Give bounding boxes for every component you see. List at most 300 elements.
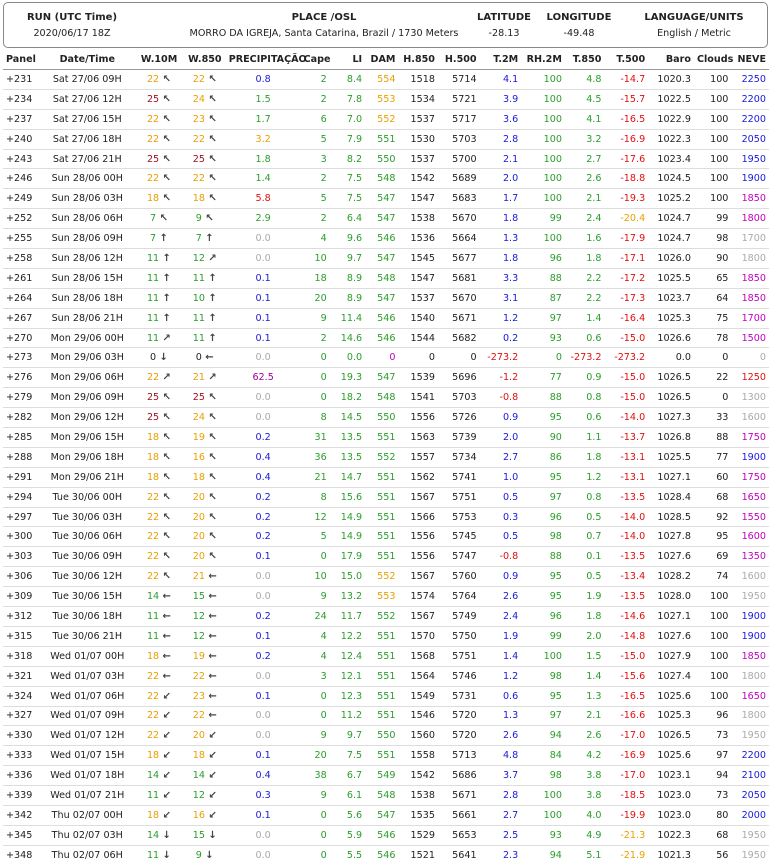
wind-direction-arrow-icon: ↙: [208, 730, 217, 742]
dam-cell: 551: [365, 527, 398, 547]
li-cell: 7.8: [330, 89, 365, 109]
datetime-cell: Mon 29/06 15H: [40, 428, 134, 448]
wind-10m-cell-speed: 22: [146, 690, 160, 702]
datetime-cell: Wed 01/07 12H: [40, 726, 134, 746]
baro-cell: 1025.5: [648, 447, 694, 467]
cape-cell: 2: [301, 89, 330, 109]
dam-cell: 546: [365, 845, 398, 864]
t2m-cell: 2.0: [480, 428, 522, 448]
wind-850-cell: [184, 547, 226, 567]
t2m-cell: 1.2: [480, 666, 522, 686]
place-value: MORRO DA IGREJA, Santa Catarina, Brazil / 1730 Meters: [189, 28, 459, 39]
rh2m-cell: 95: [521, 567, 565, 587]
neve-cell: 1600: [731, 408, 769, 428]
t850-cell: 0.8: [565, 388, 605, 408]
wind-850-cell: [184, 567, 226, 587]
neve-cell: 1900: [731, 447, 769, 467]
h500-cell: 5683: [438, 189, 480, 209]
t850-cell: 1.1: [565, 428, 605, 448]
t2m-cell: 2.8: [480, 786, 522, 806]
wind-850-cell: [184, 109, 226, 129]
neve-cell: 1850: [731, 288, 769, 308]
clouds-cell: 0: [694, 348, 731, 368]
baro-cell: 1025.3: [648, 706, 694, 726]
precipitation-cell: 0.2: [226, 607, 301, 627]
wind-direction-arrow-icon: ↖: [162, 511, 171, 523]
wind-850-cell: [184, 149, 226, 169]
cape-cell: 0: [301, 368, 330, 388]
dam-cell: 546: [365, 825, 398, 845]
panel-cell: +297: [3, 507, 40, 527]
li-cell: 7.5: [330, 746, 365, 766]
wind-10m-cell: [134, 368, 184, 388]
wind-10m-cell: [134, 348, 184, 368]
h850-cell: 1556: [398, 408, 438, 428]
t850-cell: 2.1: [565, 189, 605, 209]
h500-cell: 5751: [438, 487, 480, 507]
wind-850-cell-speed: 23: [192, 690, 205, 702]
datetime-cell: Thu 02/07 03H: [40, 825, 134, 845]
wind-10m-cell: [134, 786, 184, 806]
column-header: T.850: [565, 49, 605, 70]
wind-direction-arrow-icon: ↙: [208, 809, 217, 821]
column-header: H.500: [438, 49, 480, 70]
datetime-cell: Tue 30/06 15H: [40, 587, 134, 607]
wind-10m-cell: [134, 567, 184, 587]
cape-cell: 2: [301, 70, 330, 90]
clouds-cell: 100: [694, 626, 731, 646]
t500-cell: -14.8: [604, 626, 648, 646]
datetime-cell: Sun 28/06 09H: [40, 229, 134, 249]
column-header: W.10M: [134, 49, 184, 70]
wind-10m-cell-speed: 11: [146, 610, 160, 622]
datetime-cell: Sun 28/06 18H: [40, 288, 134, 308]
clouds-cell: 78: [694, 328, 731, 348]
h500-cell: 5703: [438, 129, 480, 149]
wind-direction-arrow-icon: ↖: [208, 511, 217, 523]
li-cell: 6.4: [330, 209, 365, 229]
wind-10m-cell-speed: 22: [146, 491, 160, 503]
wind-direction-arrow-icon: ←: [208, 690, 217, 702]
t2m-cell: 4.1: [480, 70, 522, 90]
wind-850-cell: [184, 388, 226, 408]
baro-cell: 1025.6: [648, 686, 694, 706]
wind-10m-cell-speed: 11: [146, 252, 160, 264]
baro-cell: 1026.6: [648, 328, 694, 348]
rh2m-cell: 93: [521, 825, 565, 845]
wind-10m-cell-speed: 22: [146, 173, 160, 185]
t2m-cell: 4.8: [480, 746, 522, 766]
table-row: [3, 805, 769, 825]
wind-direction-arrow-icon: ↙: [162, 770, 171, 782]
t500-cell: -13.5: [604, 587, 648, 607]
panel-cell: +258: [3, 249, 40, 269]
forecast-header: [3, 2, 768, 48]
wind-direction-arrow-icon: ↙: [162, 730, 171, 742]
precipitation-cell: 0.1: [226, 328, 301, 348]
t500-cell: -15.0: [604, 646, 648, 666]
panel-cell: +309: [3, 587, 40, 607]
wind-10m-cell: [134, 845, 184, 864]
h850-cell: 1557: [398, 447, 438, 467]
h500-cell: 5664: [438, 229, 480, 249]
wind-direction-arrow-icon: ↖: [205, 213, 214, 225]
rh2m-cell: 84: [521, 746, 565, 766]
wind-850-cell: [184, 89, 226, 109]
wind-direction-arrow-icon: ↖: [162, 133, 171, 145]
table-row: [3, 368, 769, 388]
column-header: T.2M: [480, 49, 522, 70]
h500-cell: 5749: [438, 607, 480, 627]
li-cell: 5.5: [330, 845, 365, 864]
rh2m-cell: 99: [521, 626, 565, 646]
li-cell: 7.9: [330, 129, 365, 149]
wind-direction-arrow-icon: ↖: [162, 113, 171, 125]
t2m-cell: 0.9: [480, 408, 522, 428]
wind-850-cell: [184, 507, 226, 527]
baro-cell: 1027.4: [648, 666, 694, 686]
cape-cell: 12: [301, 507, 330, 527]
wind-10m-cell-speed: 22: [146, 133, 160, 145]
li-cell: 14.5: [330, 408, 365, 428]
wind-10m-cell-speed: 22: [146, 710, 160, 722]
precipitation-cell: 0.0: [226, 388, 301, 408]
neve-cell: 2000: [731, 805, 769, 825]
panel-cell: +348: [3, 845, 40, 864]
li-cell: 7.0: [330, 109, 365, 129]
panel-cell: +336: [3, 766, 40, 786]
h500-cell: 5671: [438, 308, 480, 328]
wind-10m-cell-speed: 22: [146, 73, 160, 85]
t500-cell: -20.4: [604, 209, 648, 229]
datetime-cell: Tue 30/06 12H: [40, 567, 134, 587]
wind-direction-arrow-icon: ↑: [162, 312, 171, 324]
panel-cell: +267: [3, 308, 40, 328]
panel-cell: +255: [3, 229, 40, 249]
li-cell: 6.7: [330, 766, 365, 786]
wind-850-cell: [184, 229, 226, 249]
li-cell: 14.9: [330, 507, 365, 527]
wind-10m-cell-speed: 11: [146, 790, 160, 801]
t2m-cell: 0.5: [480, 527, 522, 547]
wind-850-cell: [184, 487, 226, 507]
clouds-cell: 22: [694, 368, 731, 388]
t2m-cell: 1.3: [480, 229, 522, 249]
rh2m-cell: 100: [521, 229, 565, 249]
panel-cell: +288: [3, 447, 40, 467]
t850-cell: 1.4: [565, 308, 605, 328]
h500-cell: 5764: [438, 587, 480, 607]
rh2m-cell: 77: [521, 368, 565, 388]
t500-cell: -17.2: [604, 268, 648, 288]
t500-cell: -18.8: [604, 169, 648, 189]
wind-direction-arrow-icon: ↖: [208, 133, 217, 145]
t850-cell: 2.4: [565, 209, 605, 229]
wind-direction-arrow-icon: ↖: [208, 193, 217, 205]
datetime-cell: Wed 01/07 09H: [40, 706, 134, 726]
panel-cell: +303: [3, 547, 40, 567]
rh2m-cell: 100: [521, 109, 565, 129]
baro-cell: 1028.2: [648, 567, 694, 587]
dam-cell: 552: [365, 567, 398, 587]
cape-cell: 20: [301, 288, 330, 308]
t850-cell: -273.2: [565, 348, 605, 368]
wind-850-cell-speed: 15: [192, 829, 205, 841]
wind-10m-cell: [134, 447, 184, 467]
t850-cell: 2.6: [565, 169, 605, 189]
t500-cell: -13.5: [604, 487, 648, 507]
wind-10m-cell-speed: 18: [146, 431, 160, 443]
panel-cell: +321: [3, 666, 40, 686]
precipitation-cell: 0.0: [226, 726, 301, 746]
dam-cell: 551: [365, 646, 398, 666]
datetime-cell: Wed 01/07 00H: [40, 646, 134, 666]
cape-cell: 9: [301, 726, 330, 746]
t2m-cell: 2.6: [480, 726, 522, 746]
panel-cell: +279: [3, 388, 40, 408]
wind-10m-cell: [134, 408, 184, 428]
rh2m-cell: 94: [521, 845, 565, 864]
table-row: [3, 607, 769, 627]
wind-10m-cell-speed: 25: [146, 412, 160, 424]
neve-cell: 1800: [731, 209, 769, 229]
baro-cell: 1026.5: [648, 726, 694, 746]
h500-cell: 5745: [438, 527, 480, 547]
t850-cell: 0.5: [565, 567, 605, 587]
neve-cell: 1700: [731, 308, 769, 328]
baro-cell: 1028.4: [648, 487, 694, 507]
neve-cell: 1700: [731, 229, 769, 249]
h500-cell: 5726: [438, 408, 480, 428]
table-row: [3, 786, 769, 806]
cape-cell: 8: [301, 408, 330, 428]
wind-850-cell-speed: 10: [192, 292, 205, 304]
wind-10m-cell-speed: 11: [146, 630, 160, 642]
cape-cell: 31: [301, 428, 330, 448]
wind-850-cell: [184, 786, 226, 806]
baro-cell: 1026.0: [648, 249, 694, 269]
wind-direction-arrow-icon: ↖: [208, 113, 217, 125]
t2m-cell: 2.6: [480, 587, 522, 607]
table-row: [3, 666, 769, 686]
h500-cell: 5721: [438, 89, 480, 109]
t850-cell: 0.9: [565, 368, 605, 388]
precipitation-cell: 0.0: [226, 229, 301, 249]
dam-cell: 547: [365, 805, 398, 825]
precipitation-cell: 0.4: [226, 447, 301, 467]
h850-cell: 1518: [398, 70, 438, 90]
wind-10m-cell-speed: 18: [146, 750, 160, 762]
language-value[interactable]: English / Metric: [657, 28, 731, 39]
wind-850-cell: [184, 447, 226, 467]
dam-cell: 551: [365, 467, 398, 487]
dam-cell: 553: [365, 89, 398, 109]
wind-direction-arrow-icon: ←: [162, 630, 171, 642]
li-cell: 12.4: [330, 646, 365, 666]
neve-cell: 2200: [731, 746, 769, 766]
table-row: [3, 89, 769, 109]
table-row: [3, 169, 769, 189]
wind-850-cell: [184, 845, 226, 864]
wind-10m-cell: [134, 169, 184, 189]
li-cell: 14.9: [330, 527, 365, 547]
h850-cell: 1538: [398, 786, 438, 806]
precipitation-cell: 0.1: [226, 268, 301, 288]
h500-cell: 5760: [438, 567, 480, 587]
table-row: [3, 467, 769, 487]
precipitation-cell: 0.4: [226, 766, 301, 786]
t850-cell: 1.6: [565, 229, 605, 249]
wind-850-cell: [184, 706, 226, 726]
h500-cell: 5734: [438, 447, 480, 467]
wind-10m-cell: [134, 527, 184, 547]
t500-cell: -16.6: [604, 706, 648, 726]
precipitation-cell: 0.1: [226, 805, 301, 825]
wind-direction-arrow-icon: ↙: [162, 750, 171, 762]
forecast-table: [3, 49, 769, 865]
wind-10m-cell-speed: 22: [146, 551, 160, 563]
wind-10m-cell-speed: 22: [146, 670, 160, 682]
datetime-cell: Sun 28/06 03H: [40, 189, 134, 209]
cape-cell: 10: [301, 249, 330, 269]
neve-cell: 2200: [731, 89, 769, 109]
t500-cell: -18.5: [604, 786, 648, 806]
wind-850-cell: [184, 169, 226, 189]
wind-10m-cell-speed: 11: [146, 272, 160, 284]
precipitation-cell: 0.0: [226, 666, 301, 686]
precipitation-cell: 1.8: [226, 149, 301, 169]
t2m-cell: 2.8: [480, 129, 522, 149]
clouds-cell: 100: [694, 149, 731, 169]
wind-850-cell-speed: 18: [192, 750, 205, 762]
t2m-cell: 1.2: [480, 308, 522, 328]
rh2m-cell: 98: [521, 666, 565, 686]
wind-850-cell-speed: 22: [192, 73, 205, 85]
language-cell[interactable]: [634, 3, 754, 39]
dam-cell: 547: [365, 189, 398, 209]
rh2m-cell: 100: [521, 646, 565, 666]
panel-cell: +276: [3, 368, 40, 388]
wind-850-cell-speed: 22: [192, 173, 205, 185]
precipitation-cell: 0.2: [226, 428, 301, 448]
wind-850-cell-speed: 11: [192, 332, 205, 344]
wind-10m-cell: [134, 766, 184, 786]
panel-cell: +324: [3, 686, 40, 706]
column-header: Cape: [301, 49, 330, 70]
li-cell: 9.6: [330, 229, 365, 249]
dam-cell: 551: [365, 686, 398, 706]
rh2m-cell: 94: [521, 726, 565, 746]
li-cell: 11.4: [330, 308, 365, 328]
datetime-cell: Sun 28/06 06H: [40, 209, 134, 229]
longitude-value: -49.48: [563, 28, 595, 39]
datetime-cell: Wed 01/07 03H: [40, 666, 134, 686]
cape-cell: 2: [301, 328, 330, 348]
clouds-cell: 97: [694, 746, 731, 766]
wind-850-cell: [184, 766, 226, 786]
baro-cell: 1025.5: [648, 268, 694, 288]
wind-850-cell-speed: 12: [192, 610, 205, 622]
clouds-cell: 56: [694, 845, 731, 864]
h850-cell: 1570: [398, 626, 438, 646]
wind-10m-cell: [134, 288, 184, 308]
precipitation-cell: 0.1: [226, 547, 301, 567]
precipitation-cell: 0.0: [226, 567, 301, 587]
baro-cell: 1023.1: [648, 766, 694, 786]
dam-cell: 548: [365, 268, 398, 288]
wind-850-cell-speed: 20: [192, 531, 205, 543]
wind-direction-arrow-icon: ↙: [208, 750, 217, 762]
h850-cell: 1534: [398, 89, 438, 109]
h500-cell: 5720: [438, 726, 480, 746]
wind-10m-cell-speed: 14: [146, 591, 160, 603]
wind-10m-cell: [134, 308, 184, 328]
datetime-cell: Wed 01/07 18H: [40, 766, 134, 786]
wind-850-cell: [184, 467, 226, 487]
table-row: [3, 209, 769, 229]
wind-10m-cell: [134, 825, 184, 845]
wind-850-cell: [184, 408, 226, 428]
cape-cell: 36: [301, 447, 330, 467]
precipitation-cell: 0.2: [226, 527, 301, 547]
wind-10m-cell-speed: 25: [146, 392, 160, 404]
table-row: [3, 348, 769, 368]
neve-cell: 1900: [731, 607, 769, 627]
panel-cell: +294: [3, 487, 40, 507]
li-cell: 11.7: [330, 607, 365, 627]
wind-10m-cell-speed: 18: [146, 471, 160, 483]
table-row: [3, 726, 769, 746]
datetime-cell: Mon 29/06 03H: [40, 348, 134, 368]
dam-cell: 552: [365, 447, 398, 467]
rh2m-cell: 87: [521, 288, 565, 308]
t850-cell: 4.9: [565, 825, 605, 845]
li-cell: 12.3: [330, 686, 365, 706]
wind-direction-arrow-icon: ↖: [208, 531, 217, 543]
baro-cell: 1028.5: [648, 507, 694, 527]
baro-cell: 1027.8: [648, 527, 694, 547]
panel-cell: +282: [3, 408, 40, 428]
t500-cell: -16.9: [604, 746, 648, 766]
wind-850-cell-speed: 0: [195, 352, 202, 364]
neve-cell: 1800: [731, 666, 769, 686]
run-cell: [12, 3, 132, 39]
wind-direction-arrow-icon: ↗: [162, 332, 171, 344]
table-row: [3, 567, 769, 587]
dam-cell: 547: [365, 288, 398, 308]
t850-cell: 3.8: [565, 786, 605, 806]
column-header: Baro: [648, 49, 694, 70]
wind-850-cell-speed: 19: [192, 650, 205, 662]
baro-cell: 1023.4: [648, 149, 694, 169]
t850-cell: 2.2: [565, 288, 605, 308]
wind-850-cell-speed: 22: [192, 133, 205, 145]
cape-cell: 6: [301, 109, 330, 129]
wind-850-cell-speed: 20: [192, 551, 205, 563]
baro-cell: 1022.3: [648, 825, 694, 845]
t850-cell: 3.2: [565, 129, 605, 149]
wind-850-cell: [184, 666, 226, 686]
t500-cell: -13.5: [604, 547, 648, 567]
h850-cell: 0: [398, 348, 438, 368]
table-row: [3, 587, 769, 607]
h500-cell: 5689: [438, 169, 480, 189]
precipitation-cell: 0.3: [226, 786, 301, 806]
panel-cell: +246: [3, 169, 40, 189]
t500-cell: -16.9: [604, 129, 648, 149]
t500-cell: -17.3: [604, 288, 648, 308]
h850-cell: 1529: [398, 825, 438, 845]
